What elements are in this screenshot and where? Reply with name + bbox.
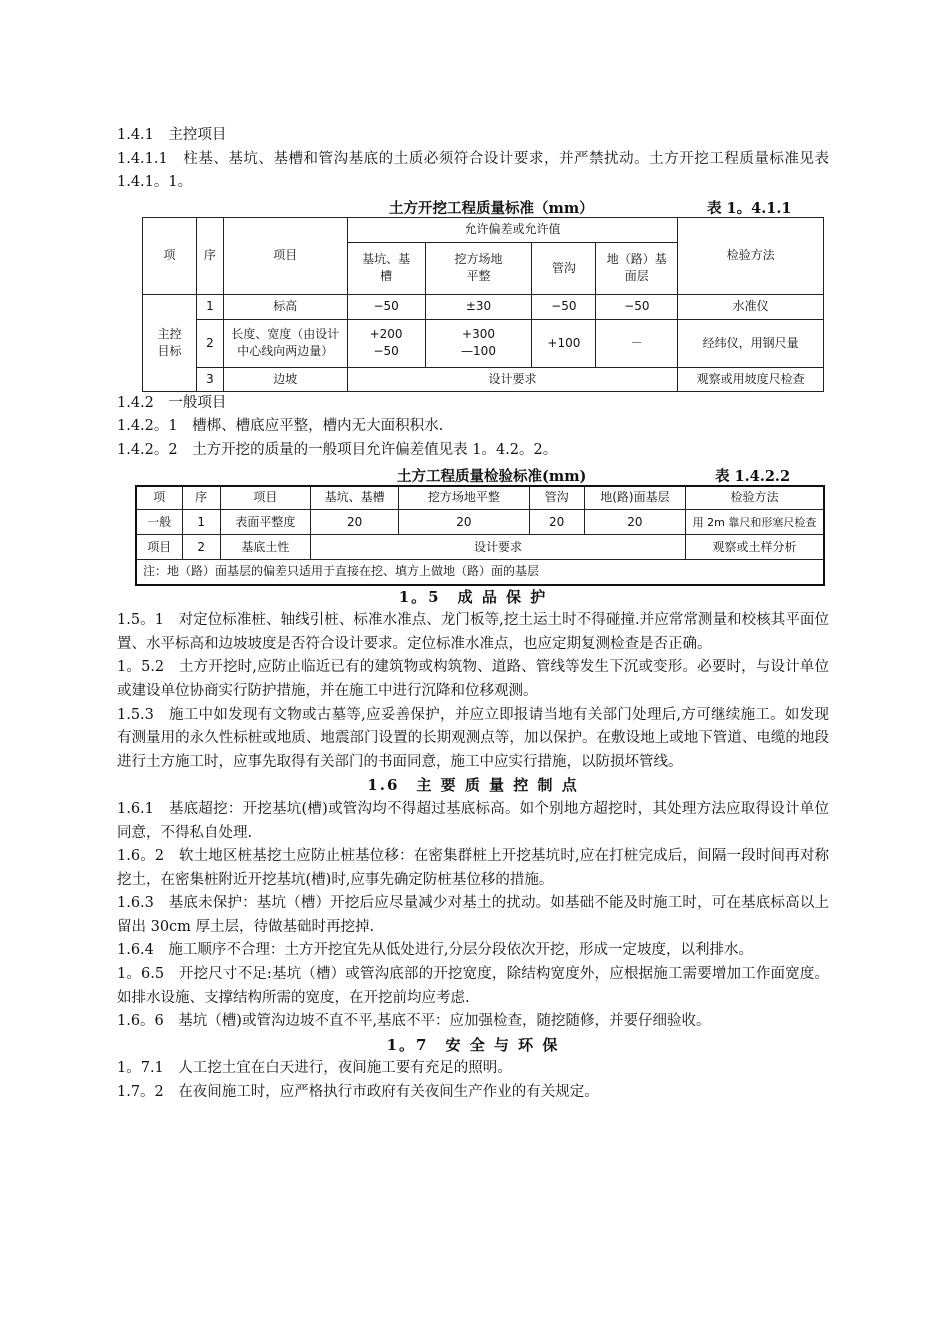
paragraph-1-6-4: 1.6.4 施工顺序不合理：土方开挖宜先从低处进行,分层分段依次开挖，形成一定坡度，以利排水。 <box>117 942 753 959</box>
paragraph-1-7-1: 1。7.1 人工挖土宜在白天进行，夜间施工要有充足的照明。 <box>117 1060 512 1077</box>
paragraph-1-4-2-2: 1.4.2。2 土方开挖的质量的一般项目允许偏差值见表 1。4.2。2。 <box>117 441 558 458</box>
table-cell: 经纬仪，用钢尺量 <box>678 319 824 367</box>
table-cell <box>425 319 532 367</box>
paragraph-1-7-2: 1.7。2 在夜间施工时，应严格执行市政府有关夜间生产作业的有关规定。 <box>117 1084 599 1101</box>
col-header: 检验方法 <box>678 217 824 294</box>
table-cell: 3 <box>196 367 223 391</box>
table1-title: 土方开挖工程质量标准（mm） <box>389 199 594 217</box>
paragraph-1-6-3: 1.6.3 基底未保护：基坑（槽）开挖后应尽量减少对基土的扰动。如基础不能及时施工时，可在基底标高以上留出 30cm 厚土层，待做基础时再挖掉. <box>117 895 829 935</box>
table-cell <box>347 319 425 367</box>
table-row <box>136 510 824 535</box>
table-cell: 观察或用坡度尺检查 <box>678 367 824 391</box>
quality-standard-table <box>142 217 824 392</box>
col-header: 项目 <box>220 486 310 510</box>
section-1-4-2-heading: 1.4.2 一般项目 <box>117 394 227 411</box>
paragraph-1-5-3: 1.5.3 施工中如发现有文物或古墓等,应妥善保护，并应立即报请当地有关部门处理后,方可继续施工。如发现有测量用的永久性标桩或地质、地震部门设置的长期观测点等，加以保护。在敷设地上或地下管道、电缆的地段进行土方施工时，应事先取得有关部门的书面同意，施工中应实行措施，以防损坏管线。 <box>117 706 829 770</box>
group-label: 项目 <box>136 535 182 560</box>
table-cell: 20 <box>529 510 584 535</box>
paragraph-1-6-5: 1。6.5 开挖尺寸不足:基坑（槽）或管沟底部的开挖宽度，除结构宽度外，应根据施工需要增加工作面宽度。如排水设施、支撑结构所需的宽度，在开挖前均应考虑. <box>117 966 829 1006</box>
table-cell: 20 <box>310 510 398 535</box>
table-row <box>136 535 824 560</box>
table2-title: 土方工程质量检验标准(mm) <box>397 467 587 485</box>
paragraph-1-6-1: 1.6.1 基底超挖：开挖基坑(槽)或管沟均不得超过基底标高。如个别地方超挖时，其处理方法应取得设计单位同意，不得私自处理. <box>117 800 829 841</box>
paragraph-1-5-2: 1。5.2 土方开挖时,应防止临近已有的建筑物或构筑物、道路、管线等发生下沉或变形。必要时，与设计单位或建设单位协商实行防护措施，并在施工中进行沉降和位移观测。 <box>117 659 829 699</box>
inspection-standard-table <box>135 485 825 586</box>
value-upper: +200 <box>369 327 403 342</box>
table-cell: 20 <box>584 510 685 535</box>
table-cell: 20 <box>399 510 529 535</box>
table-cell: 设计要求 <box>310 535 685 560</box>
paragraph-1-4-1-1: 1.4.1.1 柱基、基坑、基槽和管沟基底的土质必须符合设计要求，并严禁扰动。土方开挖工程质量标准见表 1.4.1。1。 <box>117 150 829 191</box>
value-lower: —100 <box>461 344 496 359</box>
table-cell: −50 <box>347 294 425 319</box>
table-cell: −50 <box>596 294 678 319</box>
table-cell: ±30 <box>425 294 532 319</box>
group-label: 一般 <box>136 510 182 535</box>
group-label: 主控目标 <box>143 294 197 391</box>
value-lower: −50 <box>373 344 399 359</box>
table2-caption <box>117 463 829 485</box>
col-header: 管沟 <box>529 486 584 510</box>
col-header: 地(路)面基层 <box>584 486 685 510</box>
document-page <box>117 124 829 1105</box>
col-header: 允许偏差或允许值 <box>347 217 678 242</box>
col-header: 项 <box>143 217 197 294</box>
col-header: 序 <box>196 217 223 294</box>
section-1-5-title: 1。5 成 品 保 护 <box>398 587 548 606</box>
table-cell: 长度、宽度（由设计中心线向两边量） <box>223 319 347 367</box>
table-cell: 1 <box>196 294 223 319</box>
value-upper: +300 <box>462 327 495 342</box>
table-cell: +100 <box>532 319 596 367</box>
table-row <box>143 319 824 367</box>
table-cell: － <box>596 319 678 367</box>
col-header: 项 <box>136 486 182 510</box>
table-cell: 设计要求 <box>347 367 678 391</box>
table-cell: 用 2m 靠尺和形塞尺检查 <box>686 510 824 535</box>
table1-number: 表 1。4.1.1 <box>707 199 792 217</box>
table-header-row <box>143 217 824 242</box>
section-1-7-title: 1。7 安 全 与 环 保 <box>386 1035 560 1054</box>
col-header: 挖方场地平整 <box>425 242 532 294</box>
paragraph-1-5-1: 1.5。1 对定位标准桩、轴线引桩、标准水准点、龙门板等,挖土运土时不得碰撞.并应常常测量和校核其平面位置、水平标高和边坡坡度是否符合设计要求。定位标准水准点，也应定期复测检查是否正确。 <box>117 612 829 652</box>
table-row <box>143 294 824 319</box>
paragraph-1-6-2: 1.6。2 软土地区桩基挖土应防止桩基位移：在密集群桩上开挖基坑时,应在打桩完成后，间隔一段时间再对称挖土，在密集桩附近开挖基坑(槽)时,应事先确定防桩基位移的措施。 <box>117 848 829 888</box>
table1-caption <box>117 195 829 217</box>
col-header: 基坑、基槽 <box>310 486 398 510</box>
table-cell: 1 <box>182 510 220 535</box>
paragraph-1-6-6: 1.6。6 基坑（槽)或管沟边坡不直不平,基底不平：应加强检查，随挖随修，并要仔细验收。 <box>117 1013 711 1030</box>
table-cell: 水准仪 <box>678 294 824 319</box>
col-header: 项目 <box>223 217 347 294</box>
table-cell: 观察或土样分析 <box>686 535 824 560</box>
table-cell: 表面平整度 <box>220 510 310 535</box>
table-cell: 标高 <box>223 294 347 319</box>
table2-number: 表 1.4.2.2 <box>715 467 791 485</box>
section-1-6-title: 1.6 主 要 质 量 控 制 点 <box>367 776 579 795</box>
table-note-row <box>136 560 824 585</box>
table-cell: 基底土性 <box>220 535 310 560</box>
section-1-4-1-heading: 1.4.1 主控项目 <box>117 127 227 143</box>
col-header: 检验方法 <box>686 486 824 510</box>
table-cell: 2 <box>182 535 220 560</box>
table-cell: −50 <box>532 294 596 319</box>
table-header-row <box>136 486 824 510</box>
table-row <box>143 367 824 391</box>
col-header: 序 <box>182 486 220 510</box>
col-header: 基坑、基槽 <box>347 242 425 294</box>
col-header: 地（路）基面层 <box>596 242 678 294</box>
col-header: 管沟 <box>532 242 596 294</box>
table-cell: 2 <box>196 319 223 367</box>
col-header: 挖方场地平整 <box>399 486 529 510</box>
table-cell: 边坡 <box>223 367 347 391</box>
paragraph-1-4-2-1: 1.4.2。1 槽梆、槽底应平整，槽内无大面积积水. <box>117 418 444 435</box>
table-note: 注：地（路）面基层的偏差只适用于直接在挖、填方上做地（路）面的基层 <box>136 560 824 585</box>
